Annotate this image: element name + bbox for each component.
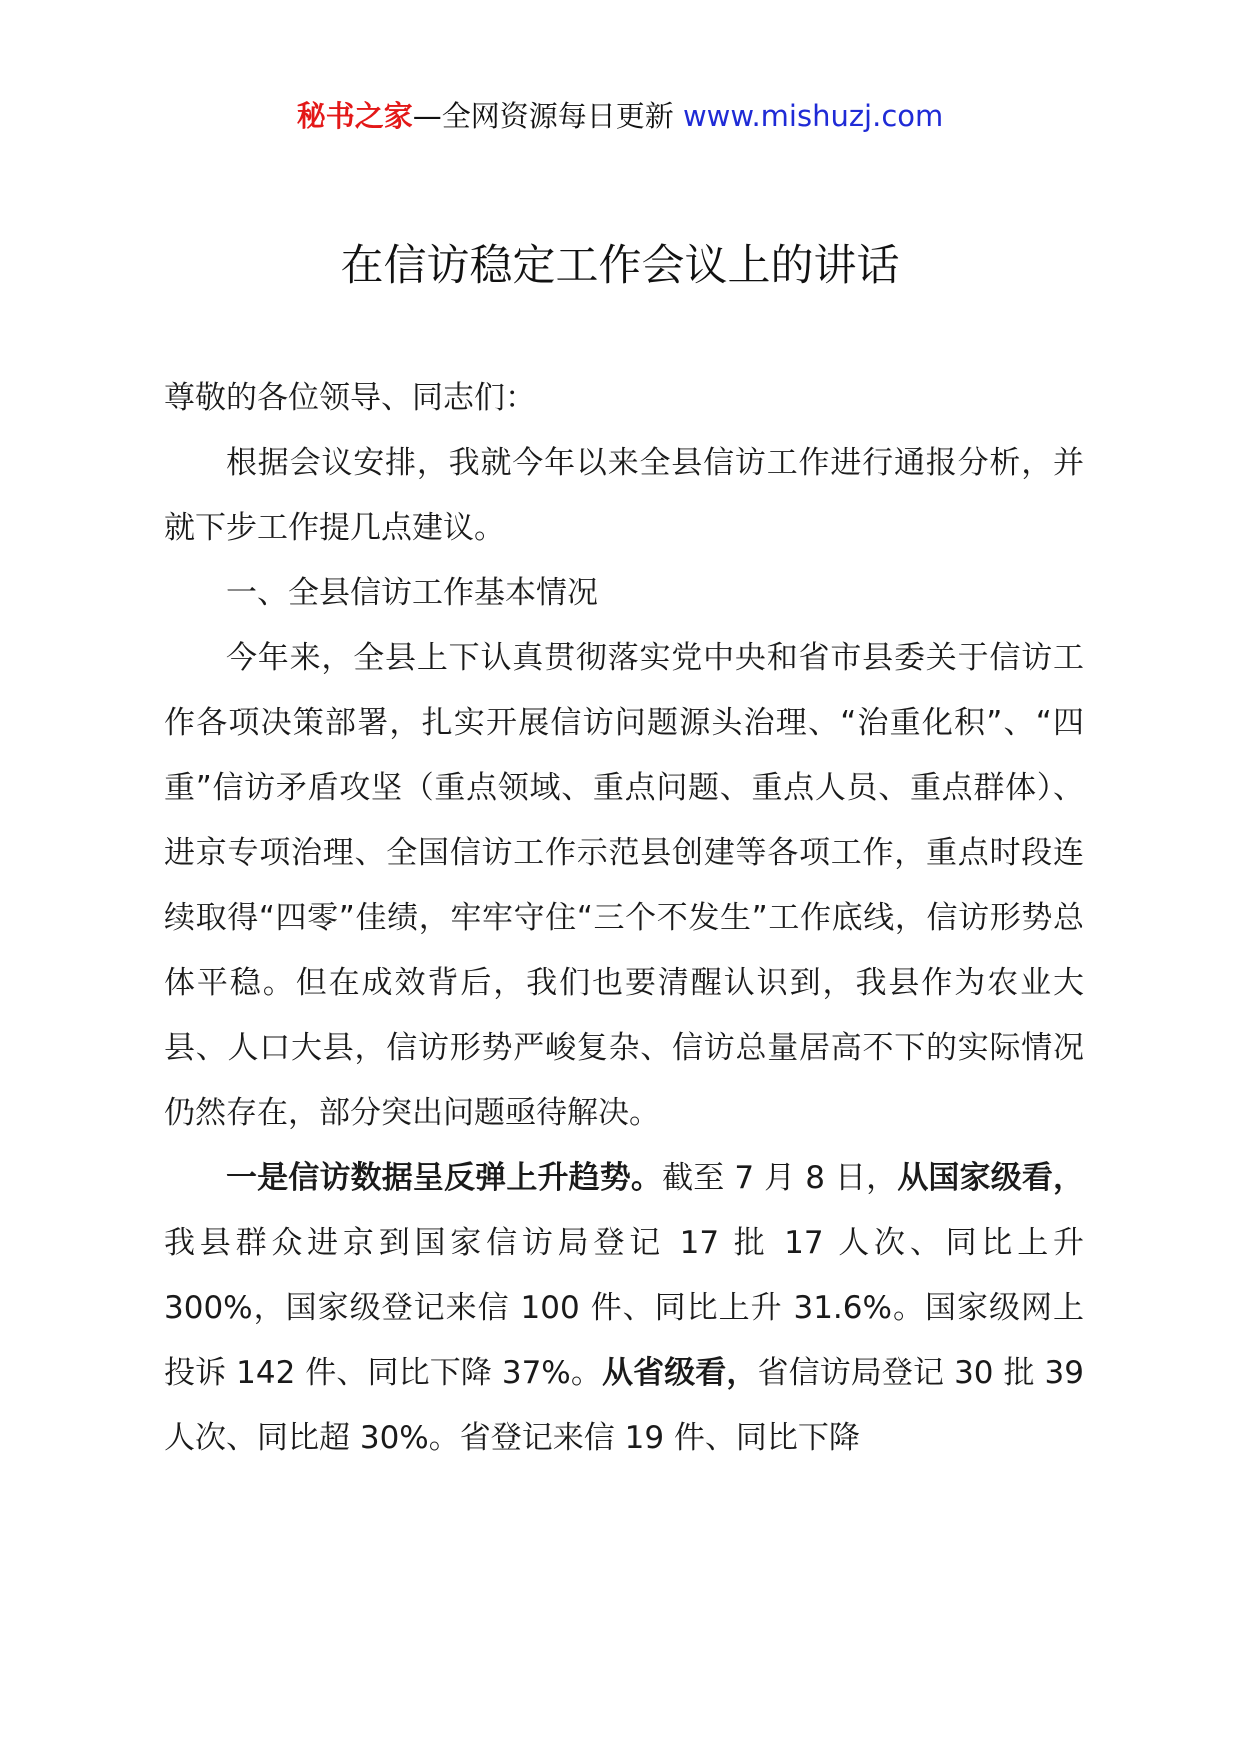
site-header	[0, 96, 1240, 136]
point-one-date: 截至 7 月 8 日，	[662, 1160, 898, 1196]
site-url-link[interactable]: www.mishuzj.com	[682, 99, 944, 133]
document-title: 在信访稳定工作会议上的讲话	[340, 241, 900, 291]
provincial-level-stats: 省信访局登记 30 批 39 人次、同比超 30%。省登记来信 19 件、同比下降	[164, 1355, 1084, 1456]
national-level-lead: 从国家级看，	[897, 1160, 1085, 1196]
header-slogan: —全网资源每日更新	[412, 99, 674, 133]
document-body	[164, 366, 1084, 1471]
section-heading: 一、全县信访工作基本情况	[226, 575, 598, 611]
salutation: 尊敬的各位领导、同志们：	[164, 380, 536, 416]
brand-name: 秘书之家	[296, 99, 413, 133]
situation-paragraph: 今年来，全县上下认真贯彻落实党中央和省市县委关于信访工作各项决策部署，扎实开展信访问题源头治理、“治重化积”、“四重”信访矛盾攻坚（重点领域、重点问题、重点人员、重点群体）、进京专项治理、全国信访工作示范县创建等各项工作，重点时段连续取得“四零”佳绩，牢牢守住“三个不发生”工作底线，信访形势总体平稳。但在成效背后，我们也要清醒认识到，我县作为农业大县、人口大县，信访形势严峻复杂、信访总量居高不下的实际情况仍然存在，部分突出问题亟待解决。	[164, 640, 1084, 1131]
point-one-paragraph	[164, 1146, 1084, 1471]
provincial-level-lead: 从省级看，	[601, 1355, 758, 1391]
national-level-stats: 我县群众进京到国家信访局登记 17 批 17 人次、同比上升 300%，国家级登记来信 100 件、同比上升 31.6%。国家级网上投诉 142 件、同比下降 37%。	[164, 1225, 1084, 1391]
point-one-lead: 一是信访数据呈反弹上升趋势。	[226, 1160, 663, 1196]
intro-paragraph: 根据会议安排，我就今年以来全县信访工作进行通报分析，并就下步工作提几点建议。	[164, 445, 1084, 546]
